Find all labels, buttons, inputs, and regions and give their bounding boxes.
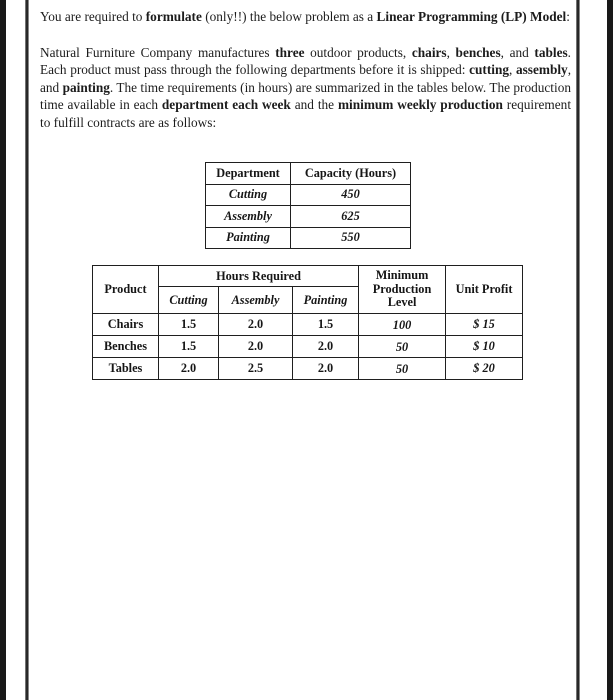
product-cell: Tables <box>93 358 159 380</box>
assembly-hours-cell: 2.0 <box>219 314 293 336</box>
department-cell: Painting <box>206 227 291 249</box>
department-capacity-table <box>205 162 411 249</box>
unit-profit-column-header: Unit Profit <box>446 266 523 314</box>
assembly-column-header: Assembly <box>219 287 293 314</box>
painting-hours-cell: 2.0 <box>293 336 359 358</box>
table-row <box>206 184 411 206</box>
unit-profit-cell: $ 20 <box>446 358 523 380</box>
capacity-cell: 550 <box>291 227 411 249</box>
min-production-cell: 100 <box>359 314 446 336</box>
cutting-hours-cell: 1.5 <box>159 314 219 336</box>
right-photo-edge <box>607 0 613 700</box>
painting-hours-cell: 1.5 <box>293 314 359 336</box>
department-cell: Cutting <box>206 184 291 206</box>
cutting-hours-cell: 1.5 <box>159 336 219 358</box>
cutting-hours-cell: 2.0 <box>159 358 219 380</box>
product-column-header: Product <box>93 266 159 314</box>
painting-hours-cell: 2.0 <box>293 358 359 380</box>
product-table-header-row-1 <box>93 266 523 287</box>
min-production-column-header: Minimum Production Level <box>359 266 446 314</box>
capacity-cell: 450 <box>291 184 411 206</box>
intro-paragraph: You are required to formulate (only!!) the below problem as a Linear Programming (LP) Model: <box>40 9 570 24</box>
assembly-hours-cell: 2.0 <box>219 336 293 358</box>
table-row <box>206 206 411 228</box>
cutting-column-header: Cutting <box>159 287 219 314</box>
hours-required-group-header: Hours Required <box>159 266 359 287</box>
table-row <box>93 358 523 380</box>
min-production-cell: 50 <box>359 336 446 358</box>
unit-profit-cell: $ 15 <box>446 314 523 336</box>
table-row <box>93 314 523 336</box>
left-border-rule <box>25 0 29 700</box>
problem-description-paragraph: Natural Furniture Company manufactures three outdoor products, chairs, benches, and tables. Each product must pass through the following departments before it is shipped: cutting, assembly, and painting. The time requirements (in hours) are summarized in the tables below. The production time available in each department each week and the minimum weekly production requirement to fulfill contracts are as follows: <box>40 44 572 130</box>
unit-profit-cell: $ 10 <box>446 336 523 358</box>
min-production-cell: 50 <box>359 358 446 380</box>
assembly-hours-cell: 2.5 <box>219 358 293 380</box>
right-border-rule <box>576 0 580 700</box>
problem-statement <box>40 8 571 132</box>
product-requirements-table <box>92 265 523 380</box>
capacity-cell: 625 <box>291 206 411 228</box>
department-cell: Assembly <box>206 206 291 228</box>
left-photo-edge <box>0 0 6 700</box>
product-cell: Benches <box>93 336 159 358</box>
capacity-table-header-row <box>206 163 411 185</box>
department-column-header: Department <box>206 163 291 185</box>
table-row <box>93 336 523 358</box>
table-row <box>206 227 411 249</box>
painting-column-header: Painting <box>293 287 359 314</box>
product-cell: Chairs <box>93 314 159 336</box>
capacity-column-header: Capacity (Hours) <box>291 163 411 185</box>
